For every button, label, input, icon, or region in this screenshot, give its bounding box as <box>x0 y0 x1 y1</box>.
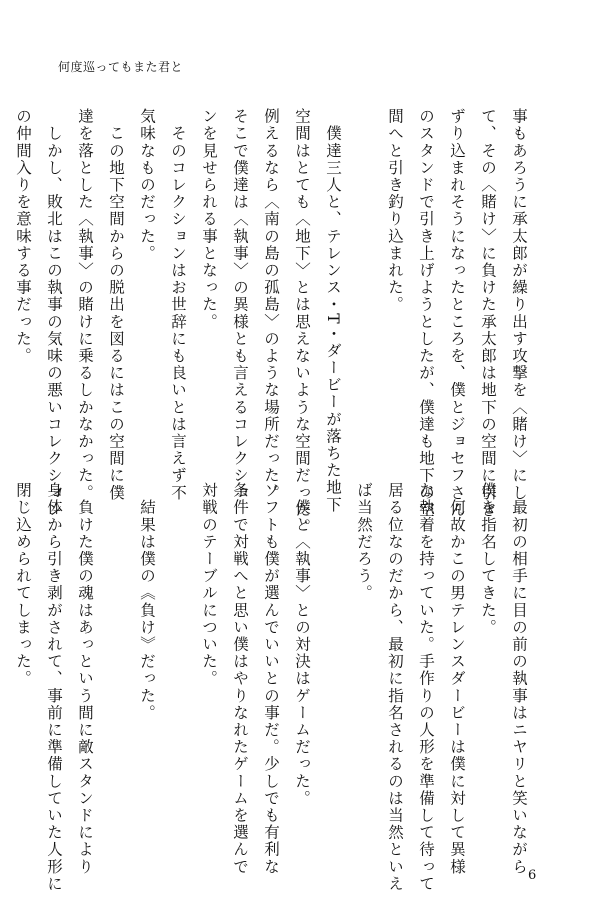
text-line: この地下空間からの脱出を図るにはこの空間に僕 <box>107 108 125 502</box>
text-block-upper <box>7 108 534 536</box>
text-line: 僕達三人と、テレンス・T・ダービーが落ちた地下 <box>324 108 342 514</box>
blank-line <box>162 482 193 862</box>
text-line: 僕と〈執事〉との対決はゲームだった。 <box>293 482 311 807</box>
text-line: 空間はとても〈地下〉とは思えないような空間だった。 <box>293 108 311 536</box>
blank-line <box>100 482 131 862</box>
text-line: て、その〈賭け〉に負けた承太郎は地下の空間に引き <box>479 108 497 519</box>
text-line: そこで僕達は〈執事〉の異様とも言えるコレクショ <box>231 108 249 502</box>
text-line: 居る位なのだから、最初に指名されるのは当然といえ <box>386 482 404 893</box>
text-line: な執着を持っていた。手作りの人形を準備して待って <box>417 482 435 893</box>
text-line: 最初の相手に目の前の執事はニヤリと笑いながら <box>510 482 528 876</box>
text-line: ソフトも僕が選んでいいとの事だ。少しでも有利な <box>262 482 280 876</box>
text-line: 達を落とした〈執事〉の賭けに乗るしかなかった。 <box>76 108 94 502</box>
text-line: 対戦のテーブルについた。 <box>200 482 218 688</box>
text-line: そのコレクションはお世辞にも良いとは言えず不 <box>169 108 187 502</box>
text-line: 例えるなら〈南の島の孤島〉のような場所だった。 <box>262 108 280 502</box>
text-line: 僕を指名してきた。 <box>479 482 497 636</box>
page-number: 6 <box>528 868 537 883</box>
text-line: しかし、敗北はこの執事の気味の悪いコレクション <box>45 108 63 519</box>
blank-line <box>348 108 379 488</box>
text-line: 結果は僕の《負け》だった。 <box>138 482 156 722</box>
text-line: ずり込まれそうになったところを、僕とジョセフさん <box>448 108 466 519</box>
text-block-lower <box>7 482 534 893</box>
text-line: 気味なものだった。 <box>138 108 156 262</box>
text-line: 負けた僕の魂はあっという間に敵スタンドにより <box>76 482 94 876</box>
text-line: 身体から引き剥がされて、事前に準備していた人形に <box>45 482 63 893</box>
blank-line <box>317 482 348 862</box>
text-line: 間へと引き釣り込まれた。 <box>386 108 404 314</box>
text-line: ンを見せられる事となった。 <box>200 108 218 331</box>
running-header: 何度巡ってもまた君と <box>58 60 184 74</box>
text-line: 閉じ込められてしまった。 <box>14 482 32 688</box>
text-line: 何故かこの男テレンスダービーは僕に対して異様 <box>448 482 466 876</box>
text-line: 事もあろうに承太郎が繰り出す攻撃を〈賭け〉にし <box>510 108 528 502</box>
text-line: の仲間入りを意味する事だった。 <box>14 108 32 365</box>
text-line: 条件で対戦へと思い僕はやりなれたゲームを選んで <box>231 482 249 876</box>
text-line: ば当然だろう。 <box>355 482 373 602</box>
text-line: のスタンドで引き上げようとしたが、僕達も地下の空 <box>417 108 435 519</box>
